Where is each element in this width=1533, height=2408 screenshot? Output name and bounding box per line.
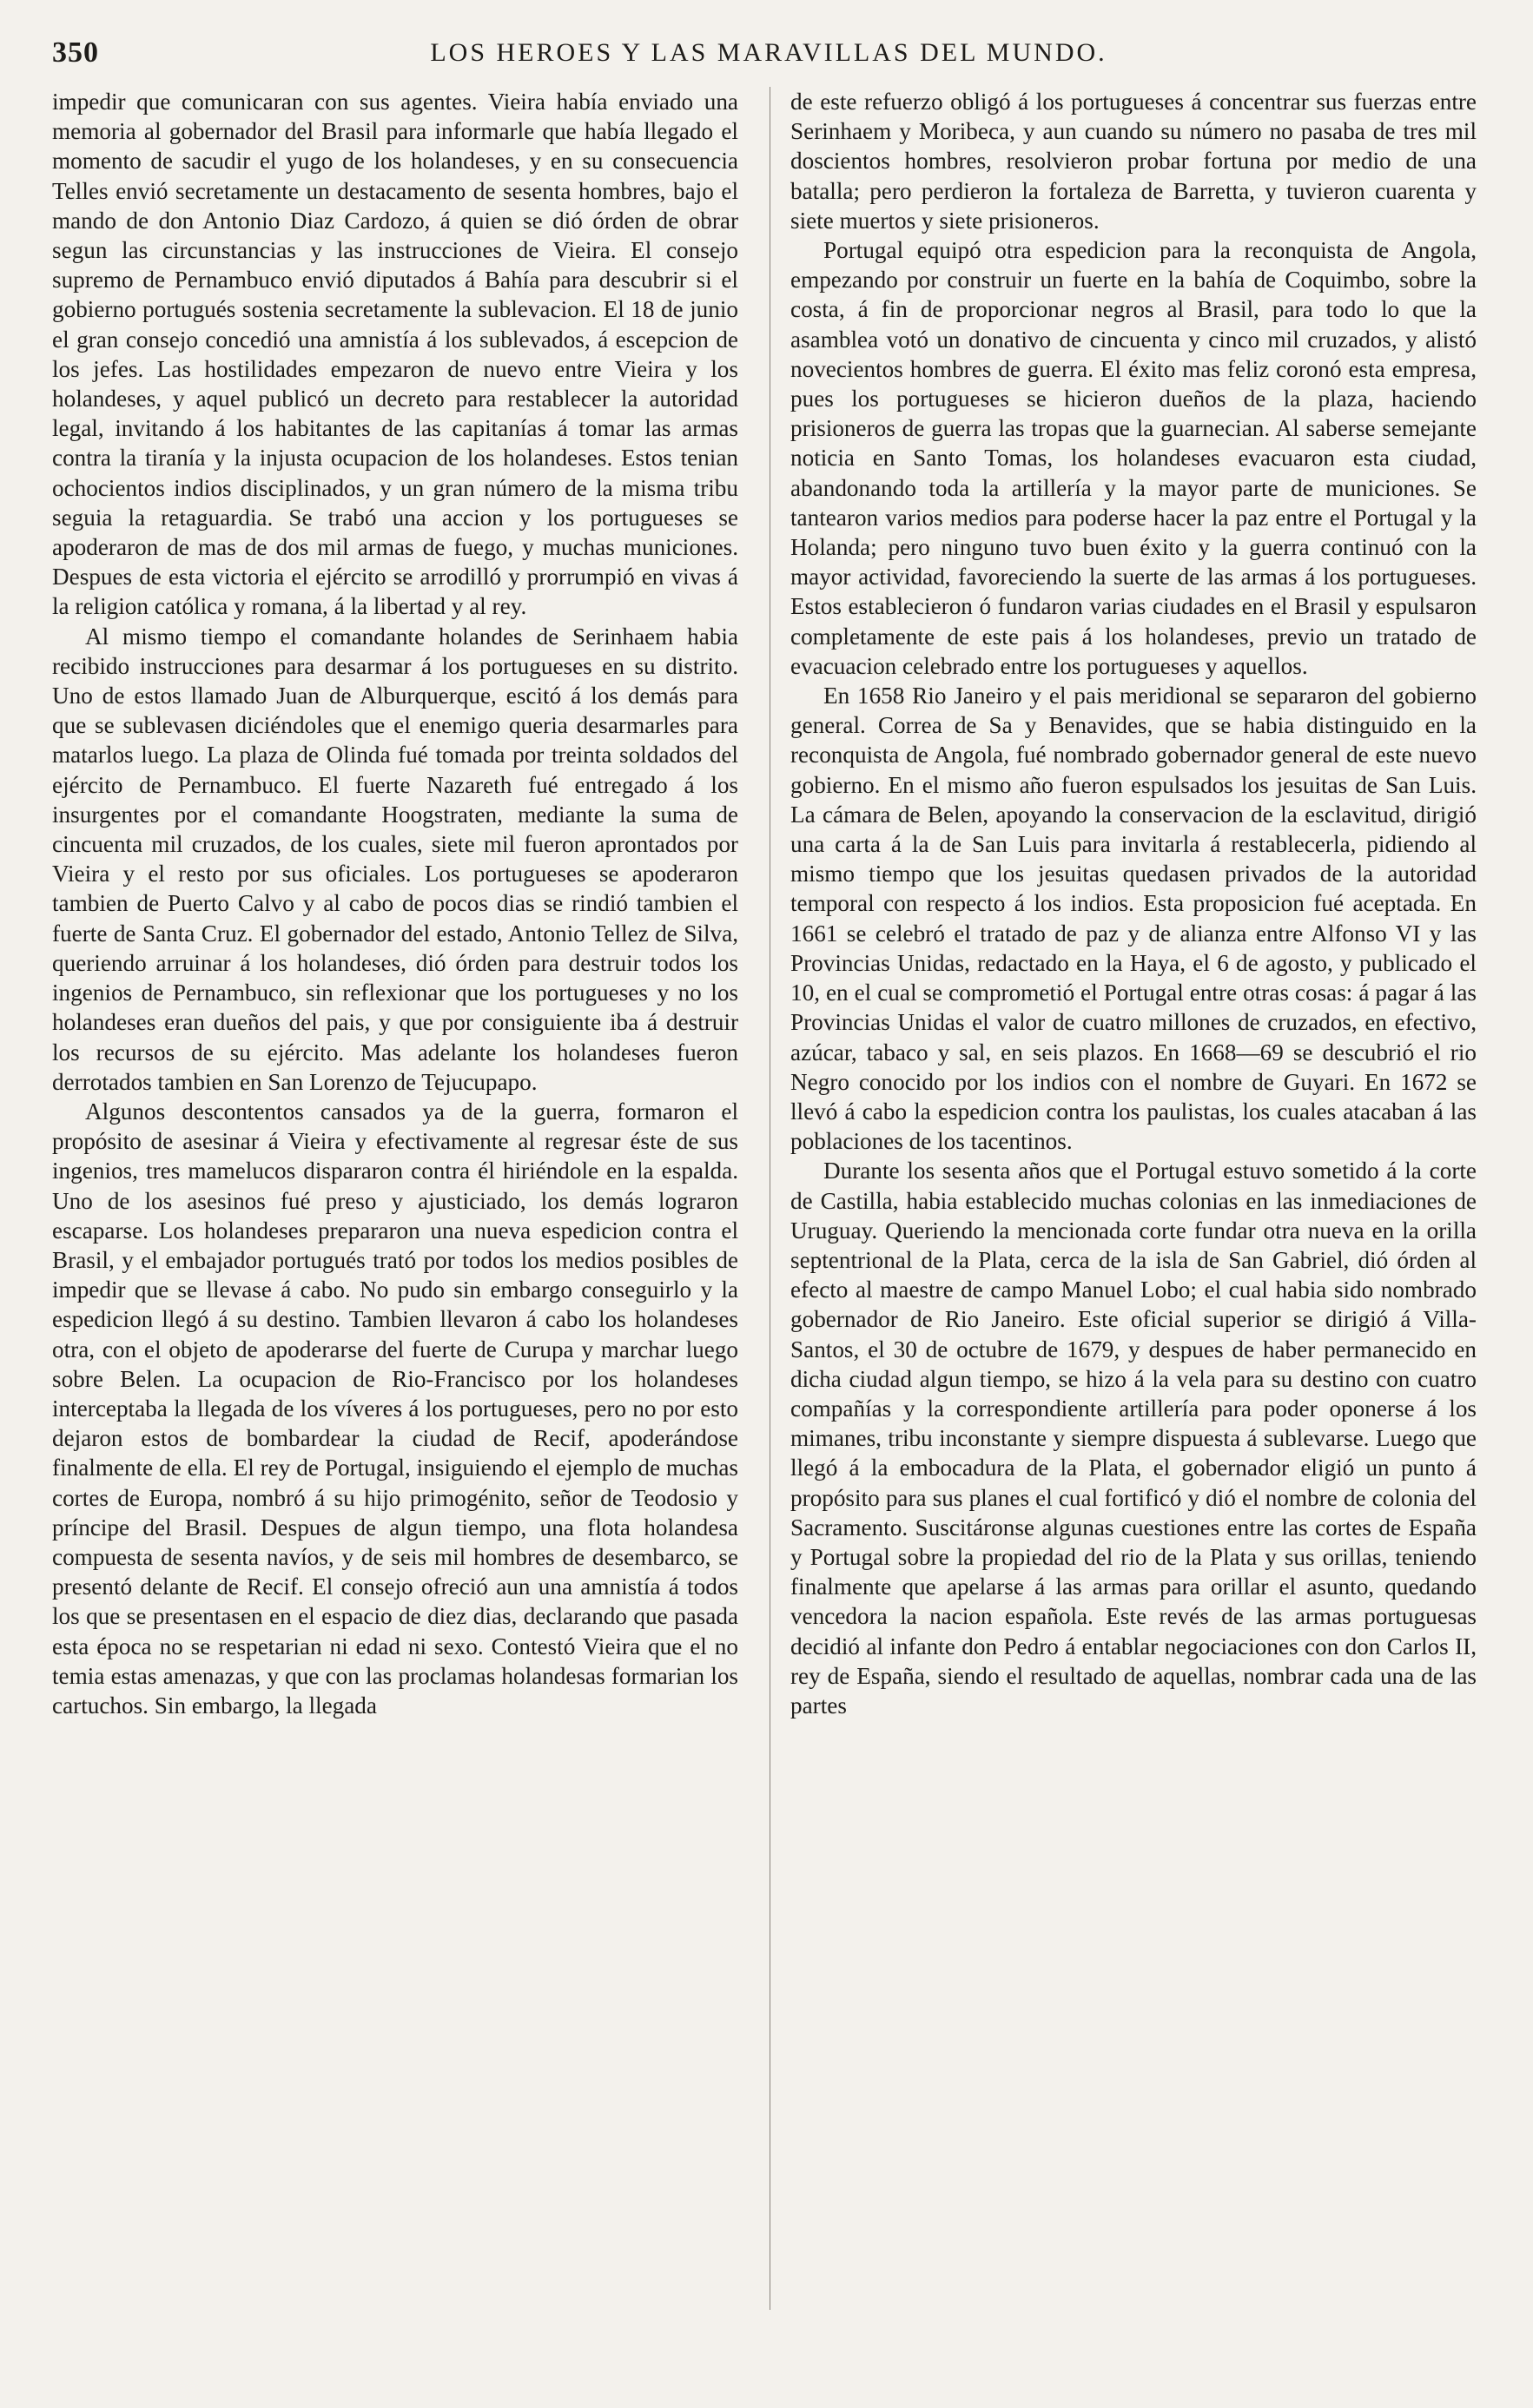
paragraph: de este refuerzo obligó á los portugueses á concentrar sus fuerzas entre Serinhaem y Moribeca, y aun cuando su número no pasaba de tres mil doscientos hombres, resolvieron probar fortuna por medio de una batalla; pero perdieron la fortaleza de Barretta, y tuvieron cuarenta y siete muertos y siete prisioneros. [790,89,1477,234]
running-title: LOS HEROES Y LAS MARAVILLAS DEL MUNDO. [430,38,1107,67]
page-header [35,31,1503,75]
right-column [790,87,1477,2345]
paragraph: impedir que comunicaran con sus agentes. Vieira había enviado una memoria al gobernador del Brasil para informarle que había llegado el momento de sacudir el yugo de los holandeses, y en su consecuencia Telles envió secretamente un destacamento de sesenta hombres, bajo el mando de don Antonio Diaz Cardozo, á quien se dió órden de obrar segun las circunstancias y las instrucciones de Vieira. El consejo supremo de Pernambuco envió diputados á Bahía para descubrir si el gobierno portugués sostenia secretamente la sublevacion. El 18 de junio el gran consejo concedió una amnistía á los sublevados, á escepcion de los jefes. Las hostilidades empezaron de nuevo entre Vieira y los holandeses, y aquel publicó un decreto para restablecer la autoridad legal, invitando á los habitantes de las capitanías á tomar las armas contra la tiranía y la injusta ocupacion de los holandeses. Estos tenian ochocientos indios disciplinados, y un gran número de la misma tribu seguia la retaguardia. Se trabó una accion y los portugueses se apoderaron de mas de dos mil armas de fuego, y muchas municiones. Despues de esta victoria el ejército se arrodilló y prorrumpió en vivas á la religion católica y romana, á la libertad y al rey. [52,89,738,620]
page-number: 350 [52,36,99,69]
paragraph: En 1658 Rio Janeiro y el pais meridional se separaron del gobierno general. Correa de Sa y Benavides, que se habia distinguido en la reconquista de Angola, fué nombrado gobernador general de este nuevo gobierno. En el mismo año fueron espulsados los jesuitas de San Luis. La cámara de Belen, apoyando la conservacion de la esclavitud, dirigió una carta á la de San Luis para invitarla á restablecerla, pidiendo al mismo tiempo que los jesuitas quedasen privados de la autoridad temporal con respecto á los indios. Esta proposicion fué aceptada. En 1661 se celebró el tratado de paz y de alianza entre Alfonso VI y las Provincias Unidas, redactado en la Haya, el 6 de agosto, y publicado el 10, en el cual se comprometió el Portugal entre otras cosas: á pagar á las Provincias Unidas el valor de cuatro millones de cruzados, en efectivo, azúcar, tabaco y sal, en seis plazos. En 1668—69 se descubrió el rio Negro conocido por los indios con el nombre de Guyari. En 1672 se llevó á cabo la espedicion contra los paulistas, los cuales atacaban á las poblaciones de los tacentinos. [790,683,1477,1155]
paragraph: Algunos descontentos cansados ya de la guerra, formaron el propósito de asesinar á Vieira y efectivamente al regresar éste de sus ingenios, tres mamelucos dispararon contra él hiriéndole en la espalda. Uno de los asesinos fué preso y ajusticiado, los demás lograron escaparse. Los holandeses prepararon una nueva espedicion contra el Brasil, y el embajador portugués trató por todos los medios posibles de impedir que se llevase á cabo. No pudo sin embargo conseguirlo y la espedicion llegó á su destino. Tambien llevaron á cabo los holandeses otra, con el objeto de apoderarse del fuerte de Curupa y marchar luego sobre Belen. La ocupacion de Rio-Francisco por los holandeses interceptaba la llegada de los víveres á los portugueses, pero no por esto dejaron estos de bombardear la ciudad de Recif, apoderándose finalmente de ella. El rey de Portugal, insiguiendo el ejemplo de muchas cortes de Europa, nombró á su hijo primogénito, señor de Teodosio y príncipe del Brasil. Despues de algun tiempo, una flota holandesa compuesta de sesenta navíos, y de seis mil hombres de desembarco, se presentó delante de Recif. El consejo ofreció aun una amnistía á todos los que se presentasen en el espacio de diez dias, declarando que pasada esta época no se respetarian ni edad ni sexo. Contestó Vieira que el no temia estas amenazas, y que con las proclamas holandesas formarian los cartuchos. Sin embargo, la llegada [52,1098,738,1719]
paragraph: Portugal equipó otra espedicion para la reconquista de Angola, empezando por construir un fuerte en la bahía de Coquimbo, sobre la costa, á fin de proporcionar negros al Brasil, para todo lo que la asamblea votó un donativo de cincuenta y cinco mil cruzados, y alistó novecientos hombres de guerra. El éxito mas feliz coronó esta empresa, pues los portugueses se hicieron dueños de la plaza, haciendo prisioneros de guerra las tropas que la guarnecian. Al saberse semejante noticia en Santo Tomas, los holandeses evacuaron esta ciudad, abandonando toda la artillería y la mayor parte de municiones. Se tantearon varios medios para poderse hacer la paz entre el Portugal y la Holanda; pero ninguno tuvo buen éxito y la guerra continuó con la mayor actividad, favoreciendo la suerte de las armas á los portugueses. Estos establecieron ó fundaron varias ciudades en el Brasil y espulsaron completamente de este pais á los holandeses, previo un tratado de evacuacion celebrado entre los portugueses y aquellos. [790,237,1477,679]
paragraph: Al mismo tiempo el comandante holandes de Serinhaem habia recibido instrucciones para desarmar á los portugueses en su distrito. Uno de estos llamado Juan de Alburquerque, escitó á los demás para que se sublevasen diciéndoles que el enemigo queria desarmarles para matarlos luego. La plaza de Olinda fué tomada por treinta soldados del ejército de Pernambuco. El fuerte Nazareth fué entregado á los insurgentes por el comandante Hoogstraten, mediante la suma de cincuenta mil cruzados, de los cuales, siete mil fueron aprontados por Vieira y el resto por sus oficiales. Los portugueses se apoderaron tambien de Puerto Calvo y al cabo de pocos dias se rindió tambien el fuerte de Santa Cruz. El gobernador del estado, Antonio Tellez de Silva, queriendo arruinar á los holandeses, dió órden para destruir todos los ingenios de Pernambuco, sin reflexionar que los portugueses y no los holandeses eran dueños del pais, y que por consiguiente iba á destruir los recursos de su ejército. Mas adelante los holandeses fueron derrotados tambien en San Lorenzo de Tejucupapo. [52,623,738,1095]
left-column [52,87,738,2345]
paragraph: Durante los sesenta años que el Portugal estuvo sometido á la corte de Castilla, habia establecido muchas colonias en las inmediaciones de Uruguay. Queriendo la mencionada corte fundar otra nueva en la orilla septentrional de la Plata, cerca de la isla de San Gabriel, dió órden al efecto al maestre de campo Manuel Lobo; el cual habia sido nombrado gobernador de Rio Janeiro. Este oficial superior se dirigió á Villa-Santos, el 30 de octubre de 1679, y despues de haber permanecido en dicha ciudad algun tiempo, se hizo á la vela para su destino con cuatro compañías y la correspondiente artillería para poder oponerse á los mimanes, tribu inconstante y siempre dispuesta á sublevarse. Luego que llegó á la embocadura de la Plata, el gobernador eligió un punto á propósito para sus planes el cual fortificó y dió el nombre de colonia del Sacramento. Suscitáronse algunas cuestiones entre las cortes de España y Portugal sobre la propiedad del rio de la Plata y sus orillas, teniendo finalmente que apelarse á las armas para orillar el asunto, quedando vencedora la nacion española. Este revés de las armas portuguesas decidió al infante don Pedro á entablar negociaciones con don Carlos II, rey de España, siendo el resultado de aquellas, nombrar cada una de las partes [790,1158,1477,1719]
